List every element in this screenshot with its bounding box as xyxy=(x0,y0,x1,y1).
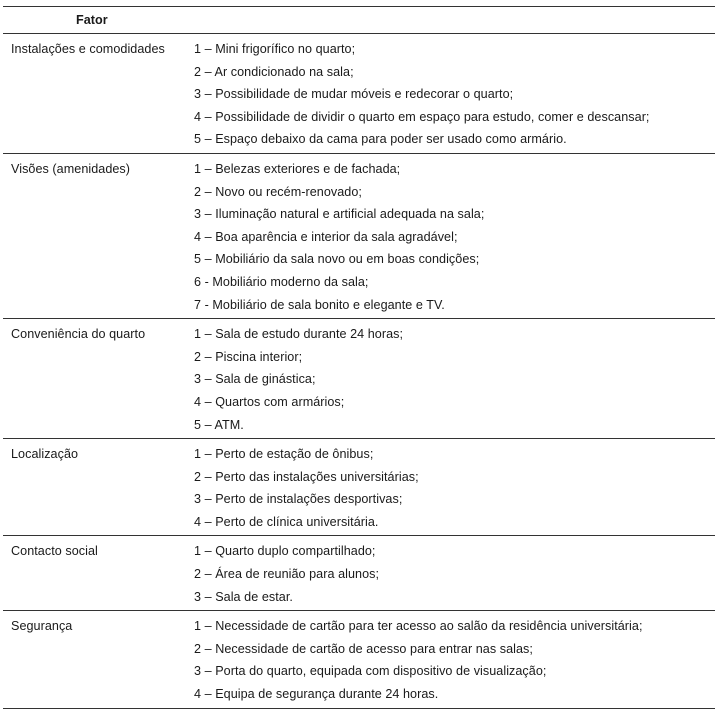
items-cell xyxy=(194,34,715,154)
items-cell xyxy=(194,319,715,439)
table-body xyxy=(3,34,715,709)
list-item: 2 – Novo ou recém-renovado; xyxy=(194,184,362,199)
list-item: 2 – Perto das instalações universitárias; xyxy=(194,469,419,484)
list-item: 4 – Perto de clínica universitária. xyxy=(194,514,379,529)
list-item: 5 – Mobiliário da sala novo ou em boas condições; xyxy=(194,252,480,267)
items-cell xyxy=(194,611,715,708)
factor-cell: Contacto social xyxy=(3,536,194,611)
list-item: 3 – Porta do quarto, equipada com dispositivo de visualização; xyxy=(194,664,547,679)
items-cell xyxy=(194,536,715,611)
list-item: 5 – ATM. xyxy=(194,417,244,432)
header-items xyxy=(194,7,715,34)
list-item: 2 – Área de reunião para alunos; xyxy=(194,567,380,582)
factor-cell: Instalações e comodidades xyxy=(3,34,194,154)
list-item: 1 – Belezas exteriores e de fachada; xyxy=(194,161,401,176)
list-item: 3 – Sala de estar. xyxy=(194,589,293,604)
factor-cell: Segurança xyxy=(3,611,194,708)
table-row xyxy=(3,34,715,154)
items-cell xyxy=(194,153,715,318)
table-row xyxy=(3,439,715,536)
items-cell xyxy=(194,439,715,536)
list-item: 4 – Possibilidade de dividir o quarto em espaço para estudo, comer e descansar; xyxy=(194,109,650,124)
factor-cell: Conveniência do quarto xyxy=(3,319,194,439)
list-item: 1 – Necessidade de cartão para ter acesso ao salão da residência universitária; xyxy=(194,619,643,634)
list-item: 6 - Mobiliário moderno da sala; xyxy=(194,274,369,289)
table-row xyxy=(3,536,715,611)
table-row xyxy=(3,153,715,318)
list-item: 1 – Quarto duplo compartilhado; xyxy=(194,544,376,559)
header-row xyxy=(3,7,715,34)
list-item: 4 – Equipa de segurança durante 24 horas. xyxy=(194,687,439,702)
list-item: 1 – Mini frigorífico no quarto; xyxy=(194,42,356,56)
table-row xyxy=(3,319,715,439)
factor-cell: Localização xyxy=(3,439,194,536)
list-item: 1 – Perto de estação de ônibus; xyxy=(194,447,374,462)
list-item: 2 – Necessidade de cartão de acesso para entrar nas salas; xyxy=(194,641,533,656)
list-item: 4 – Quartos com armários; xyxy=(194,394,345,409)
header-factor: Fator xyxy=(3,7,194,34)
list-item: 3 – Sala de ginástica; xyxy=(194,372,316,387)
factors-table xyxy=(3,6,715,709)
table-row xyxy=(3,611,715,708)
list-item: 3 – Iluminação natural e artificial adequada na sala; xyxy=(194,207,485,222)
list-item: 2 – Ar condicionado na sala; xyxy=(194,64,354,79)
list-item: 1 – Sala de estudo durante 24 horas; xyxy=(194,327,404,342)
list-item: 4 – Boa aparência e interior da sala agradável; xyxy=(194,229,458,244)
list-item: 2 – Piscina interior; xyxy=(194,349,303,364)
factor-cell: Visões (amenidades) xyxy=(3,153,194,318)
list-item: 3 – Perto de instalações desportivas; xyxy=(194,492,403,507)
list-item: 3 – Possibilidade de mudar móveis e redecorar o quarto; xyxy=(194,87,514,102)
list-item: 7 - Mobiliário de sala bonito e elegante e TV. xyxy=(194,297,445,312)
list-item: 5 – Espaço debaixo da cama para poder ser usado como armário. xyxy=(194,132,567,147)
